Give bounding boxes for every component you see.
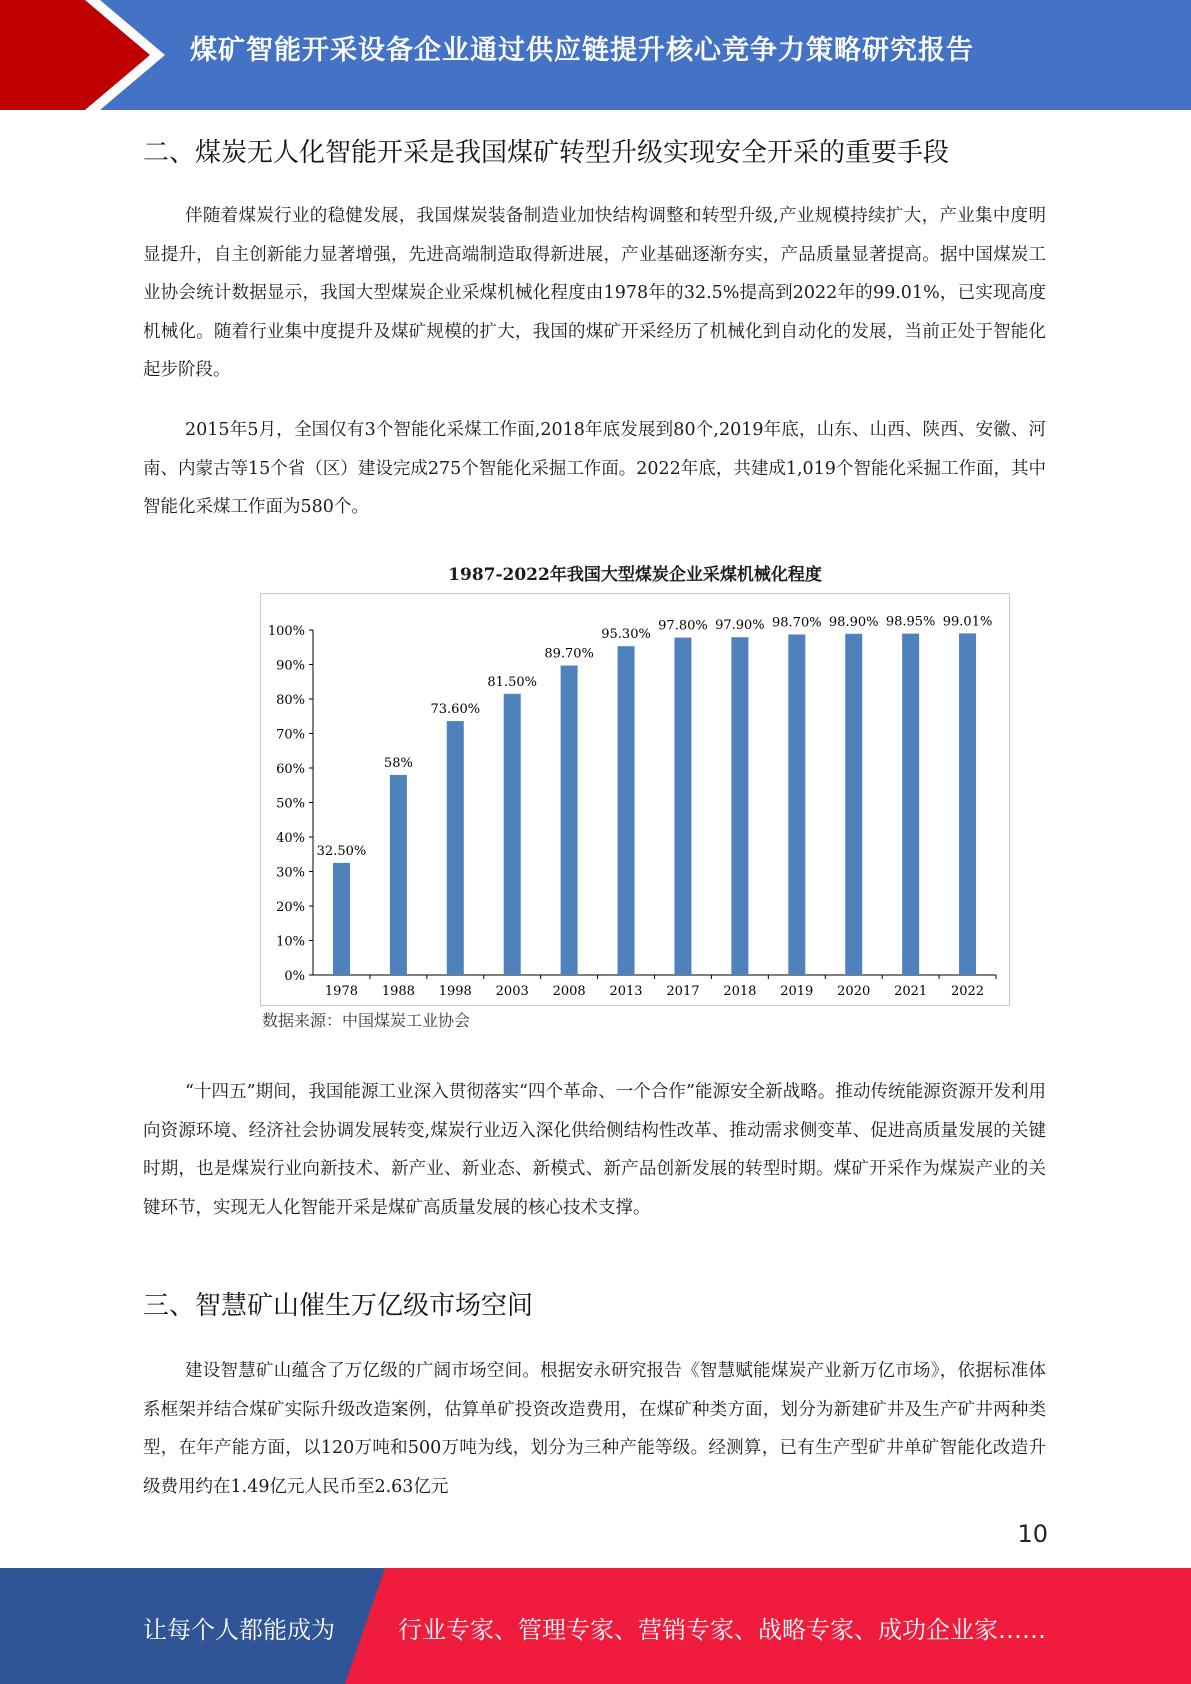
bar-2003 bbox=[504, 694, 521, 975]
data-label-2003: 81.50% bbox=[487, 674, 537, 690]
y-tick-label: 30% bbox=[276, 865, 305, 881]
data-label-2013: 95.30% bbox=[601, 627, 651, 643]
bar-2020 bbox=[845, 634, 862, 975]
bar-1988 bbox=[390, 775, 407, 975]
chart-source: 数据来源：中国煤炭工业协会 bbox=[262, 1011, 471, 1030]
x-tick-label-2021: 2021 bbox=[894, 984, 928, 999]
x-tick-label-2020: 2020 bbox=[837, 984, 871, 999]
bar-2013 bbox=[618, 646, 635, 975]
x-tick-label-2013: 2013 bbox=[609, 984, 643, 999]
x-tick-label-2008: 2008 bbox=[552, 984, 586, 999]
data-label-2022: 99.01% bbox=[942, 614, 993, 630]
y-tick-label: 40% bbox=[276, 831, 305, 846]
y-tick-label: 70% bbox=[276, 727, 305, 743]
data-label-2020: 98.90% bbox=[828, 614, 879, 630]
footer-slogan-right: 行业专家、管理专家、营销专家、战略专家、成功企业家…… bbox=[398, 1616, 1046, 1644]
data-label-1988: 58% bbox=[383, 755, 413, 771]
section-2-heading: 二、煤炭无人化智能开采是我国煤矿转型升级实现安全开采的重要手段 bbox=[143, 138, 950, 168]
data-label-1998: 73.60% bbox=[430, 702, 481, 718]
y-tick-label: 20% bbox=[276, 900, 305, 915]
data-label-2008: 89.70% bbox=[544, 646, 594, 662]
section-2-paragraph-3: “十四五”期间，我国能源工业深入贯彻落实“四个革命、一个合作”能源安全新战略。推动传统能源资源开发利用向资源环境、经济社会协调发展转变,煤炭行业迈入深化供给侧结构性改革、推动需求侧变革、促进高质量发展的关键时期，也是煤炭行业向新技术、新产业、新业态、新模式、新产品创新发展的转型时期。煤矿开采作为煤炭产业的关键环节，实现无人化智能开采是煤矿高质量发展的核心技术支撑。 bbox=[143, 1082, 1046, 1218]
section-2-paragraph-1: 伴随着煤炭行业的稳健发展，我国煤炭装备制造业加快结构调整和转型升级,产业规模持续扩大，产业集中度明显提升，自主创新能力显著增强，先进高端制造取得新进展，产业基础逐渐夯实，产品质量显著提高。据中国煤炭工业协会统计数据显示，我国大型煤炭企业采煤机械化程度由1978年的32.5%提高到2022年的99.01%，已实现高度机械化。随着行业集中度提升及煤矿规模的扩大，我国的煤矿开采经历了机械化到自动化的发展，当前正处于智能化起步阶段。 bbox=[143, 206, 1046, 380]
x-tick-label-2022: 2022 bbox=[950, 984, 985, 999]
footer-slogan-left: 让每个人都能成为 bbox=[143, 1616, 335, 1644]
x-tick-label-2003: 2003 bbox=[495, 984, 529, 999]
bar-1998 bbox=[447, 721, 464, 975]
data-label-2018: 97.90% bbox=[715, 618, 765, 634]
data-label-1978: 32.50% bbox=[316, 843, 367, 859]
y-tick-label: 0% bbox=[284, 969, 305, 984]
y-tick-label: 80% bbox=[276, 693, 305, 708]
bar-2008 bbox=[561, 666, 578, 975]
bar-2019 bbox=[788, 634, 805, 975]
x-tick-label-1978: 1978 bbox=[324, 984, 359, 999]
data-label-2017: 97.80% bbox=[658, 618, 708, 634]
page-header bbox=[0, 0, 1191, 110]
y-tick-label: 100% bbox=[267, 624, 305, 639]
x-tick-label-2017: 2017 bbox=[666, 984, 700, 999]
page-number: 10 bbox=[1017, 1520, 1048, 1548]
section-3-heading: 三、智慧矿山催生万亿级市场空间 bbox=[143, 1291, 534, 1321]
page-footer bbox=[0, 1568, 1191, 1684]
x-tick-label-1998: 1998 bbox=[438, 984, 472, 999]
data-label-2019: 98.70% bbox=[772, 615, 822, 631]
x-tick-label-2018: 2018 bbox=[723, 984, 757, 999]
section-3-paragraph-1: 建设智慧矿山蕴含了万亿级的广阔市场空间。根据安永研究报告《智慧赋能煤炭产业新万亿市场》，依据标准体系框架并结合煤矿实际升级改造案例，估算单矿投资改造费用，在煤矿种类方面，划分为新建矿井及生产矿井两种类型，在年产能方面，以120万吨和500万吨为线，划分为三种产能等级。经测算，已有生产型矿井单矿智能化改造升级费用约在1.49亿元人民币至2.63亿元 bbox=[143, 1361, 1046, 1497]
bar-2021 bbox=[902, 634, 919, 975]
y-tick-label: 10% bbox=[276, 934, 305, 950]
bar-1978 bbox=[333, 863, 350, 975]
bar-2017 bbox=[674, 638, 691, 975]
y-tick-label: 90% bbox=[276, 658, 305, 674]
y-tick-label: 60% bbox=[276, 762, 305, 777]
section-2-paragraph-2: 2015年5月，全国仅有3个智能化采煤工作面,2018年底发展到80个,2019年底，山东、山西、陕西、安徽、河南、内蒙古等15个省（区）建设完成275个智能化采掘工作面。2022年底，共建成1,019个智能化采掘工作面，其中智能化采煤工作面为580个。 bbox=[143, 420, 1046, 517]
data-label-2021: 98.95% bbox=[885, 614, 936, 630]
mechanization-bar-chart bbox=[260, 593, 1010, 1006]
chart-title: 1987-2022年我国大型煤炭企业采煤机械化程度 bbox=[448, 565, 822, 585]
bar-2018 bbox=[731, 637, 748, 975]
report-title: 煤矿智能开采设备企业通过供应链提升核心竞争力策略研究报告 bbox=[190, 35, 974, 66]
y-tick-label: 50% bbox=[276, 796, 305, 812]
bar-2022 bbox=[959, 633, 976, 975]
x-tick-label-1988: 1988 bbox=[381, 984, 415, 999]
x-tick-label-2019: 2019 bbox=[780, 984, 814, 999]
